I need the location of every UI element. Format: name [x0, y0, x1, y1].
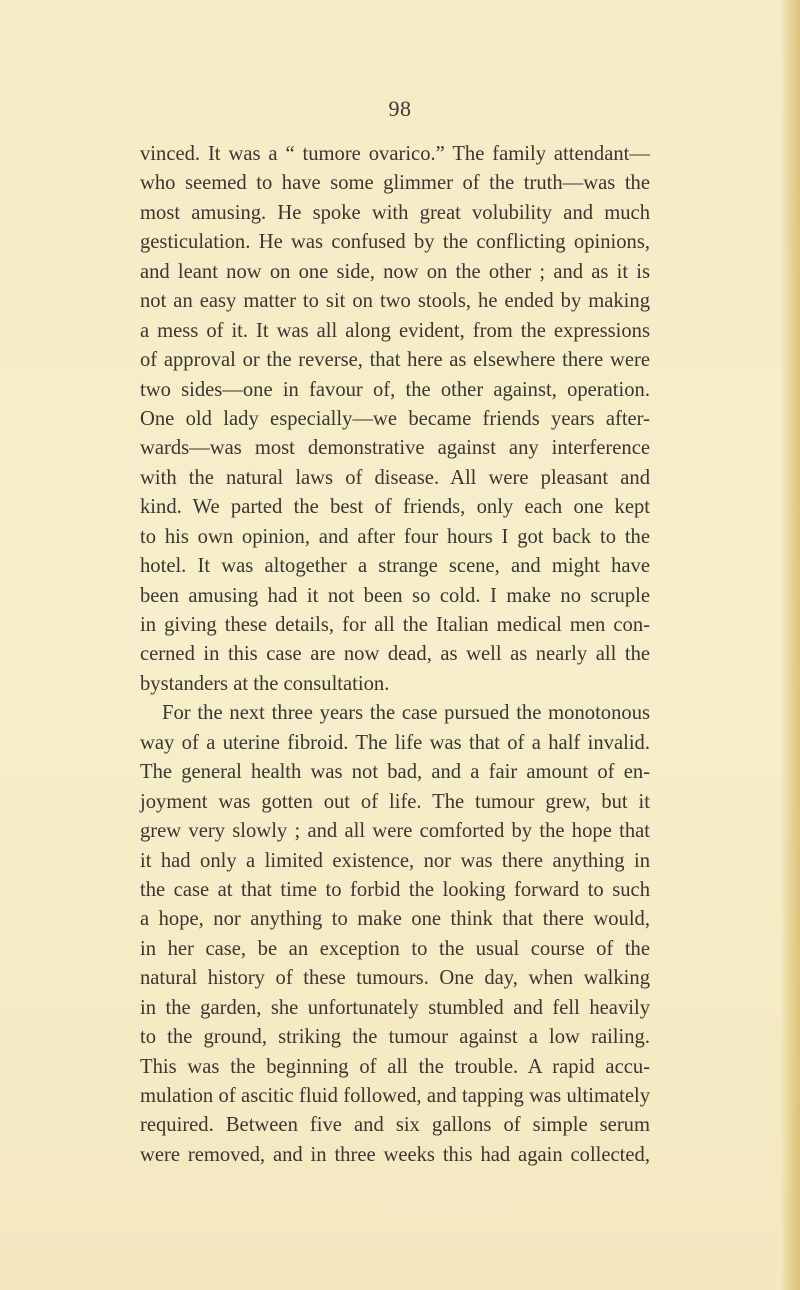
text-line: in giving these details, for all the Italian medical men con-: [140, 614, 650, 636]
text-line: This was the beginning of all the trouble. A rapid accu-: [140, 1055, 650, 1078]
text-line: kind. We parted the best of friends, only each one kept: [140, 496, 650, 519]
text-line: most amusing. He spoke with great volubility and much: [140, 201, 650, 224]
text-line: required. Between five and six gallons of simple serum: [140, 1114, 650, 1137]
text-line: been amusing had it not been so cold. I make no scruple: [140, 584, 650, 607]
text-line: in her case, be an exception to the usual course of the: [140, 937, 650, 960]
text-line: to his own opinion, and after four hours I got back to the: [140, 525, 650, 548]
text-line: it had only a limited existence, nor was there anything in: [140, 849, 650, 872]
text-line: and leant now on one side, now on the other ; and as it is: [140, 260, 650, 283]
text-line: to the ground, striking the tumour against a low railing.: [140, 1026, 650, 1049]
text-line: One old lady especially—we became friends years after-: [140, 407, 650, 430]
page-number: 98: [388, 96, 412, 121]
text-line: of approval or the reverse, that here as elsewhere there were: [140, 349, 650, 372]
text-line: cerned in this case are now dead, as well as nearly all the: [140, 643, 650, 666]
text-line: bystanders at the consultation.: [140, 672, 390, 695]
text-line: vinced. It was a “ tumore ovarico.” The family attendant—: [140, 143, 650, 165]
text-line: the case at that time to forbid the looking forward to such: [140, 878, 650, 901]
text-line: For the next three years the case pursued the monotonous: [162, 702, 650, 725]
text-line: hotel. It was altogether a strange scene, and might have: [140, 555, 650, 578]
text-line: way of a uterine fibroid. The life was that of a half invalid.: [140, 731, 650, 754]
text-line: two sides—one in favour of, the other against, operation.: [140, 378, 650, 401]
text-line: The general health was not bad, and a fair amount of en-: [140, 761, 650, 784]
text-line: gesticulation. He was confused by the conflicting opinions,: [140, 231, 650, 254]
text-line: joyment was gotten out of life. The tumour grew, but it: [140, 790, 650, 813]
text-line: grew very slowly ; and all were comforted by the hope that: [140, 820, 650, 843]
text-line: who seemed to have some glimmer of the truth—was the: [140, 172, 650, 195]
text-line: not an easy matter to sit on two stools, he ended by making: [140, 290, 650, 313]
text-line: with the natural laws of disease. All were pleasant and: [140, 466, 650, 489]
text-line: were removed, and in three weeks this had again collected,: [140, 1143, 650, 1166]
text-line: natural history of these tumours. One day, when walking: [140, 967, 650, 990]
text-line: in the garden, she unfortunately stumbled and fell heavily: [140, 996, 650, 1019]
body-text: [140, 140, 650, 1170]
text-line: a mess of it. It was all along evident, from the expressions: [140, 319, 650, 342]
text-line: wards—was most demonstrative against any interference: [140, 437, 650, 460]
text-line: a hope, nor anything to make one think that there would,: [140, 908, 650, 931]
text-line: mulation of ascitic fluid followed, and tapping was ultimately: [140, 1085, 650, 1107]
